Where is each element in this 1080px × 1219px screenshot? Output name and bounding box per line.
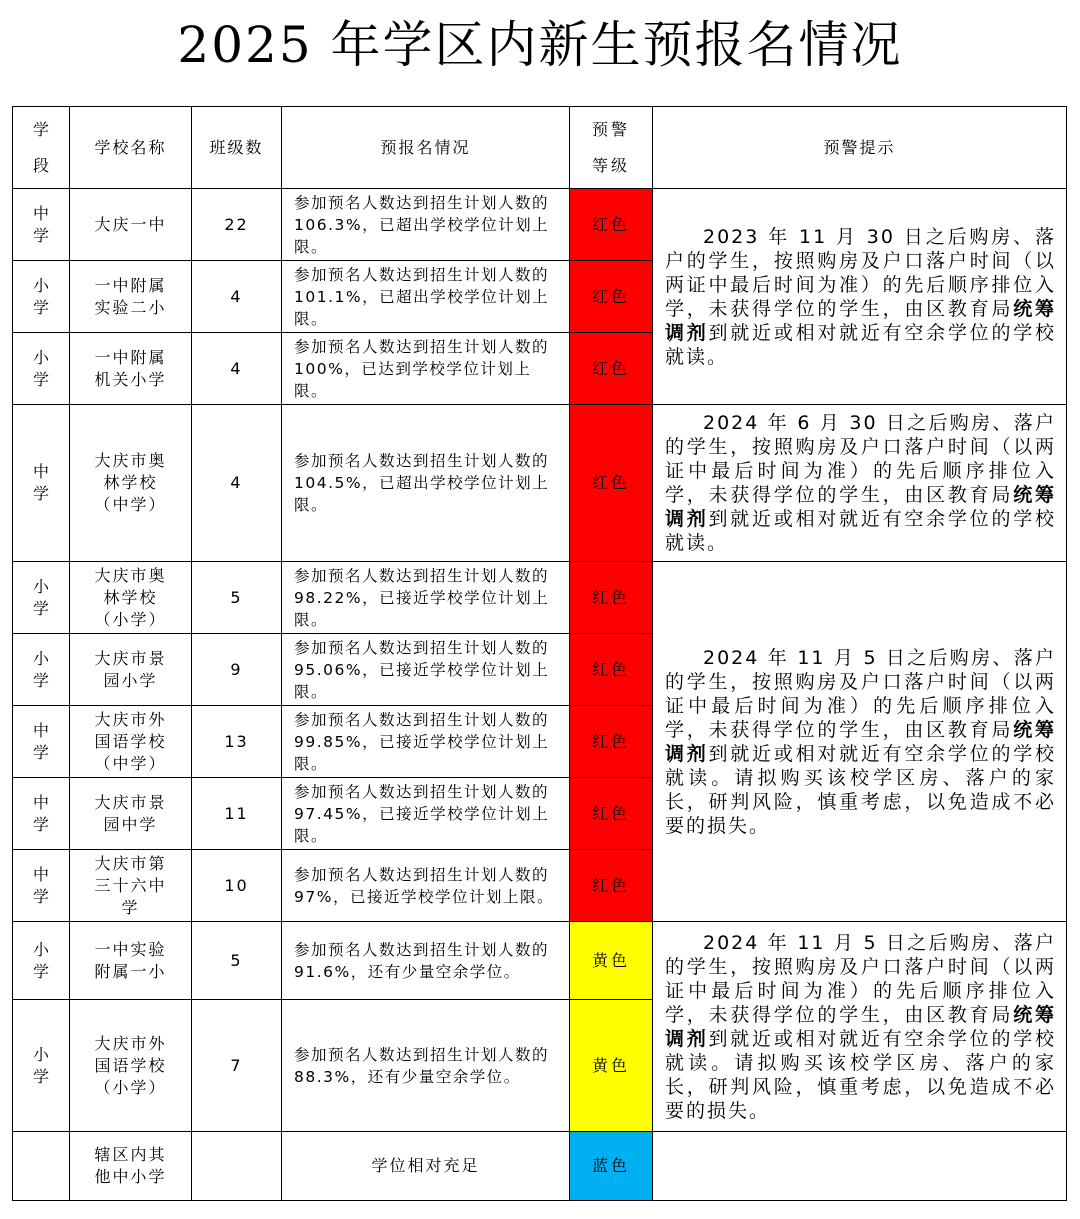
school-name: 一中实验 附属一小 (94, 939, 167, 981)
school-name: 大庆市奥 林学校 （中学） (94, 451, 167, 514)
situation-text: 参加预名人数达到招生计划人数的 104.5%，已超出学校学位计划上限。 (294, 452, 550, 514)
tip-text: 到就近或相对就近有空余学位的学校就读。请拟购买该校学区房、落户的家长，研判风险，慎重考虑，以免造成不必要的损失。 (665, 1027, 1056, 1122)
warning-level-text: 红色 (591, 875, 630, 895)
stage-text: 中 学 (32, 462, 49, 503)
school-cell (70, 634, 192, 706)
class-count-cell (192, 189, 282, 261)
class-count-cell (192, 1000, 282, 1132)
warning-level-text: 红色 (591, 587, 630, 607)
stage-text: 中 学 (32, 720, 49, 762)
school-cell (70, 562, 192, 634)
school-name: 大庆市景 园小学 (94, 648, 167, 690)
school-cell (70, 922, 192, 1000)
stage-cell (13, 261, 70, 333)
stage-cell (13, 333, 70, 405)
class-count: 5 (230, 950, 243, 970)
situation-text: 参加预名人数达到招生计划人数的 99.85%，已接近学校学位计划上限。 (294, 710, 550, 773)
tip-text: 2024 年 11 月 5 日之后购房、落户的学生，按照购房及户口落户时间（以两证中最后时间为准）的先后顺序排位入学，未获得学位的学生，由区教育局 (665, 646, 1056, 741)
warning-level-badge (570, 922, 653, 1000)
school-cell (70, 850, 192, 922)
class-count-cell (192, 850, 282, 922)
tip-emphasis: 统筹调剂 (665, 484, 1056, 530)
situation-cell (282, 706, 570, 778)
stage-text: 中 学 (32, 864, 49, 906)
situation-cell (282, 261, 570, 333)
school-name: 一中附属 实验二小 (94, 275, 167, 317)
class-count: 9 (230, 659, 243, 679)
situation-text: 参加预名人数达到招生计划人数的 106.3%，已超出学校学位计划上限。 (294, 193, 550, 256)
situation-text: 参加预名人数达到招生计划人数的 98.22%，已接近学校学位计划上限。 (294, 566, 550, 629)
situation-text: 参加预名人数达到招生计划人数的 88.3%，还有少量空余学位。 (294, 1045, 550, 1086)
tip-emphasis: 统筹调剂 (665, 297, 1056, 344)
situation-cell (282, 922, 570, 1000)
header-stage: 学 段 (13, 107, 70, 189)
stage-cell (13, 562, 70, 634)
class-count-cell (192, 706, 282, 778)
class-count: 4 (230, 286, 243, 306)
header-school: 学校名称 (70, 107, 192, 189)
warning-level-badge (570, 1132, 653, 1201)
class-count: 7 (230, 1055, 243, 1075)
class-count-cell (192, 405, 282, 562)
warning-level-badge (570, 333, 653, 405)
warning-level-text: 蓝色 (591, 1156, 630, 1175)
warning-tip-cell (653, 922, 1067, 1132)
stage-cell (13, 1132, 70, 1201)
stage-text: 小 学 (32, 275, 49, 317)
stage-text: 小 学 (32, 576, 49, 618)
school-name: 大庆市第 三十六中 学 (94, 853, 167, 917)
warning-level-badge (570, 189, 653, 261)
tip-text: 2024 年 6 月 30 日之后购房、落户的学生，按照购房及户口落户时间（以两证中最后时间为准）的先后顺序排位入学，未获得学位的学生，由区教育局 (665, 412, 1056, 506)
class-count-cell (192, 778, 282, 850)
stage-text: 中 学 (32, 792, 49, 834)
tip-text: 2024 年 11 月 5 日之后购房、落户的学生，按照购房及户口落户时间（以两证中最后时间为准）的先后顺序排位入学，未获得学位的学生，由区教育局 (665, 931, 1056, 1026)
situation-cell (282, 562, 570, 634)
class-count: 22 (224, 214, 249, 234)
situation-cell (282, 634, 570, 706)
warning-level-badge (570, 562, 653, 634)
header-tip: 预警提示 (653, 107, 1067, 189)
class-count-cell (192, 261, 282, 333)
school-cell (70, 405, 192, 562)
stage-cell (13, 189, 70, 261)
warning-level-badge (570, 706, 653, 778)
school-cell (70, 1000, 192, 1132)
table-row (13, 562, 1067, 634)
tip-text: 2023 年 11 月 30 日之后购房、落户的学生，按照购房及户口落户时间（以两证中最后时间为准）的先后顺序排位入学，未获得学位的学生，由区教育局 (665, 225, 1056, 320)
stage-cell (13, 922, 70, 1000)
stage-cell (13, 778, 70, 850)
school-cell (70, 333, 192, 405)
warning-tip-cell (653, 405, 1067, 562)
class-count: 10 (224, 875, 249, 895)
stage-cell (13, 1000, 70, 1132)
school-name: 大庆市奥 林学校 （小学） (94, 565, 167, 629)
tip-text: 到就近或相对就近有空余学位的学校就读。请拟购买该校学区房、落户的家长，研判风险，慎重考虑，以免造成不必要的损失。 (665, 742, 1056, 837)
class-count: 13 (224, 731, 249, 751)
header-situation: 预报名情况 (282, 107, 570, 189)
header-level: 预警 等级 (570, 107, 653, 189)
situation-text: 参加预名人数达到招生计划人数的 91.6%，还有少量空余学位。 (294, 940, 550, 981)
table-row (13, 405, 1067, 562)
situation-text: 参加预名人数达到招生计划人数的 97%，已接近学校学位计划上限。 (294, 865, 554, 906)
warning-level-badge (570, 634, 653, 706)
empty-tip-cell (653, 1132, 1067, 1201)
situation-text: 参加预名人数达到招生计划人数的 97.45%，已接近学校学位计划上限。 (294, 782, 550, 845)
stage-cell (13, 405, 70, 562)
warning-level-badge (570, 850, 653, 922)
situation-text: 参加预名人数达到招生计划人数的 95.06%，已接近学校学位计划上限。 (294, 638, 550, 701)
stage-cell (13, 634, 70, 706)
class-count-cell (192, 562, 282, 634)
class-count: 5 (230, 587, 243, 607)
school-name: 辖区内其 他中小学 (94, 1145, 167, 1186)
school-cell (70, 261, 192, 333)
school-name: 大庆市外 国语学校 （小学） (94, 1033, 167, 1097)
tip-text: 到就近或相对就近有空余学位的学校就读。 (665, 508, 1056, 554)
stage-text: 小 学 (32, 648, 49, 690)
school-name: 一中附属 机关小学 (94, 347, 167, 389)
class-count-cell (192, 922, 282, 1000)
stage-text: 小 学 (32, 347, 49, 389)
warning-level-badge (570, 1000, 653, 1132)
header-classes: 班级数 (192, 107, 282, 189)
warning-level-text: 红色 (591, 731, 630, 751)
warning-level-text: 红色 (591, 358, 630, 378)
situation-text: 参加预名人数达到招生计划人数的 101.1%，已超出学校学位计划上限。 (294, 265, 550, 328)
class-count: 4 (230, 358, 243, 378)
warning-tip-cell (653, 189, 1067, 405)
school-name: 大庆一中 (94, 214, 167, 234)
situation-cell (282, 850, 570, 922)
warning-level-text: 红色 (591, 803, 630, 823)
class-count-cell (192, 634, 282, 706)
stage-text: 小 学 (32, 1044, 49, 1086)
warning-level-text: 黄色 (591, 950, 630, 970)
warning-level-text: 红色 (591, 214, 630, 234)
school-name: 大庆市景 园中学 (94, 792, 167, 834)
tip-text: 到就近或相对就近有空余学位的学校就读。 (665, 321, 1056, 368)
situation-cell (282, 405, 570, 562)
class-count: 4 (230, 473, 243, 492)
situation-cell (282, 1132, 570, 1201)
enrollment-table (12, 106, 1067, 1201)
stage-cell (13, 850, 70, 922)
situation-cell (282, 778, 570, 850)
warning-level-badge (570, 261, 653, 333)
situation-cell (282, 333, 570, 405)
situation-cell (282, 1000, 570, 1132)
warning-level-badge (570, 405, 653, 562)
warning-level-text: 红色 (591, 473, 630, 492)
warning-tip-cell (653, 562, 1067, 922)
table-row (13, 189, 1067, 261)
warning-level-text: 红色 (591, 286, 630, 306)
warning-level-text: 红色 (591, 659, 630, 679)
school-cell (70, 778, 192, 850)
table-row (13, 922, 1067, 1000)
tip-emphasis: 统筹调剂 (665, 718, 1056, 765)
school-name: 大庆市外 国语学校 （中学） (94, 709, 167, 773)
class-count: 11 (224, 803, 249, 823)
school-cell (70, 1132, 192, 1201)
tip-emphasis: 统筹调剂 (665, 1003, 1056, 1050)
warning-level-text: 黄色 (591, 1055, 630, 1075)
stage-text: 中 学 (32, 203, 49, 245)
situation-text: 参加预名人数达到招生计划人数的 100%，已达到学校学位计划上限。 (294, 337, 550, 400)
warning-level-badge (570, 778, 653, 850)
class-count-cell (192, 333, 282, 405)
stage-cell (13, 706, 70, 778)
page-title: 2025 年学区内新生预报名情况 (177, 16, 903, 74)
situation-cell (282, 189, 570, 261)
class-count-cell (192, 1132, 282, 1201)
situation-text: 学位相对充足 (371, 1156, 480, 1175)
school-cell (70, 189, 192, 261)
stage-text: 小 学 (32, 939, 49, 981)
table-row (13, 1132, 1067, 1201)
school-cell (70, 706, 192, 778)
